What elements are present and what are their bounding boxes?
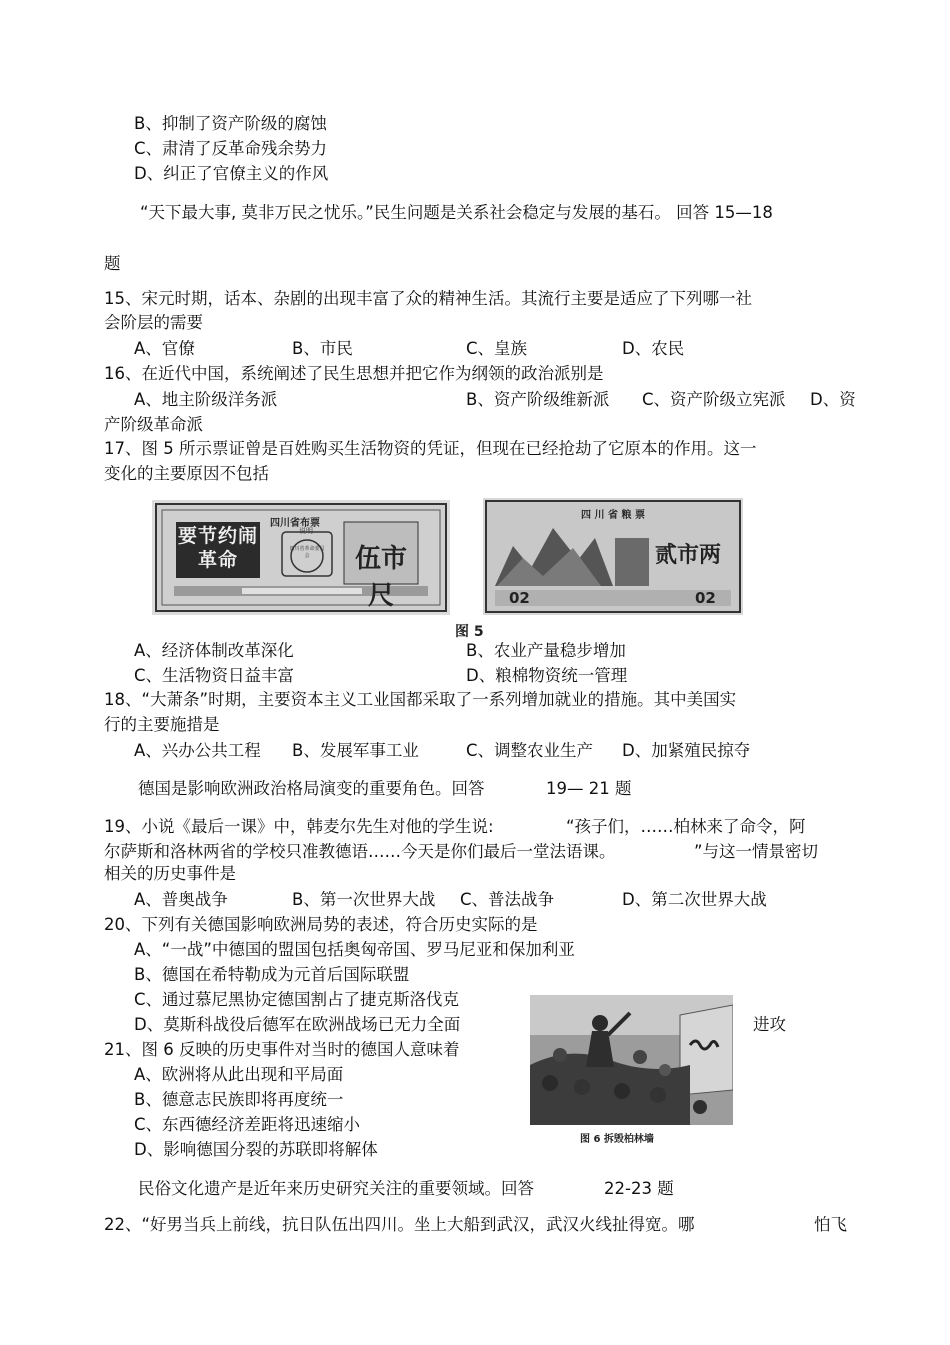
figure-5-caption: 图 5 <box>455 624 484 640</box>
q19-option-d: D、第二次世界大战 <box>622 890 767 909</box>
q14-option-b: B、抑制了资产阶级的腐蚀 <box>134 114 327 133</box>
ticket-value: 伍市尺 <box>354 544 407 611</box>
q21-option-d: D、影响德国分裂的苏联即将解体 <box>134 1140 378 1159</box>
grain-ticket-header: 四 川 省 粮 票 <box>581 510 645 521</box>
q21-option-c: C、东西德经济差距将迅速缩小 <box>134 1115 361 1134</box>
q17-option-a: A、经济体制改革深化 <box>134 641 294 660</box>
q20-option-a: A、“一战”中德国的盟国包括奥匈帝国、罗马尼亚和保加利亚 <box>134 940 575 959</box>
grain-ticket-code-right: 02 <box>695 589 716 607</box>
q20-option-d: D、莫斯科战役后德军在欧洲战场已无力全面 <box>134 1015 461 1034</box>
figure-6-caption: 图 6 拆毁柏林墙 <box>580 1134 654 1145</box>
q16-option-c: C、资产阶级立宪派 <box>642 390 786 409</box>
q21-stem: 21、图 6 反映的历史事件对当时的德国人意味着 <box>104 1040 460 1059</box>
q14-option-c: C、肃清了反革命残余势力 <box>134 139 328 158</box>
q19-stem-line3: 相关的历史事件是 <box>104 864 236 883</box>
q18-option-a: A、兴办公共工程 <box>134 741 261 760</box>
q15-stem: 15、宋元时期，话本、杂剧的出现丰富了众的精神生活。其流行主要是适应了下列哪一社 <box>104 289 752 308</box>
ticket-slogan: 要节约闹革命 <box>177 525 258 571</box>
q17-option-b: B、农业产量稳步增加 <box>466 641 626 660</box>
q15-option-d: D、农民 <box>622 339 685 358</box>
q19-stem-part4: ”与这一情景密切 <box>694 842 819 861</box>
grain-ticket-value: 贰市两 <box>655 543 722 568</box>
intro-22-23-text: 民俗文化遗产是近年来历史研究关注的重要领域。回答 <box>138 1179 534 1198</box>
q20-stem: 20、下列有关德国影响欧洲局势的表述，符合历史实际的是 <box>104 915 538 934</box>
q20-option-c: C、通过慕尼黑协定德国割占了捷克斯洛伐克 <box>134 990 460 1009</box>
ticket-small-text: 说明 <box>299 527 313 535</box>
q20-option-d-tail: 进攻 <box>753 1015 786 1034</box>
berlin-wall-photo <box>530 995 733 1125</box>
q21-option-a: A、欧洲将从此出现和平局面 <box>134 1065 344 1084</box>
q17-option-c: C、生活物资日益丰富 <box>134 666 295 685</box>
cloth-ticket-image <box>152 500 450 615</box>
q18-option-c: C、调整农业生产 <box>466 741 594 760</box>
q17-option-d: D、粮棉物资统一管理 <box>466 666 628 685</box>
q15-option-a: A、官僚 <box>134 339 195 358</box>
grain-ticket-code-left: 02 <box>509 589 530 607</box>
q16-option-b: B、资产阶级维新派 <box>466 390 610 409</box>
intro-15-18: “天下最大事, 莫非万民之忧乐。”民生问题是关系社会稳定与发展的基石。 回答 15—18 <box>140 203 773 222</box>
intro-19-21-text: 德国是影响欧洲政治格局演变的重要角色。回答 <box>138 779 485 798</box>
q19-option-c: C、普法战争 <box>460 890 555 909</box>
q22-stem-part1: 22、“好男当兵上前线，抗日队伍出四川。坐上大船到武汉，武汉火线扯得宽。哪 <box>104 1215 695 1234</box>
q14-option-d: D、纠正了官僚主义的作风 <box>134 164 329 183</box>
q17-stem: 17、图 5 所示票证曾是百姓购买生活物资的凭证，但现在已经抢劫了它原本的作用。这一 <box>104 439 757 458</box>
q18-stem-wrap: 行的主要施措是 <box>104 715 220 734</box>
intro-19-21-range: 19— 21 题 <box>546 779 632 798</box>
q16-stem: 16、在近代中国，系统阐述了民生思想并把它作为纲领的政治派别是 <box>104 364 604 383</box>
q19-option-b: B、第一次世界大战 <box>292 890 436 909</box>
q18-option-b: B、发展军事工业 <box>292 741 419 760</box>
q19-stem-part2: “孩子们，……柏林来了命令，阿 <box>566 817 806 836</box>
q18-option-d: D、加紧殖民掠夺 <box>622 741 751 760</box>
q16-option-d: D、资 <box>810 390 856 409</box>
ticket-header: 四川省布票 <box>270 518 320 529</box>
ticket-stamp-text: 四川省革命委员会 <box>289 546 325 559</box>
q18-stem: 18、“大萧条”时期，主要资本主义工业国都采取了一系列增加就业的措施。其中美国实 <box>104 690 737 709</box>
q16-option-d-wrap: 产阶级革命派 <box>104 415 203 434</box>
q20-option-b: B、德国在希特勒成为元首后国际联盟 <box>134 965 410 984</box>
q19-option-a: A、普奥战争 <box>134 890 228 909</box>
q19-stem-part1: 19、小说《最后一课》中，韩麦尔先生对他的学生说: <box>104 817 494 836</box>
q15-option-c: C、皇族 <box>466 339 528 358</box>
q22-stem-part2: 怕飞 <box>814 1215 847 1234</box>
intro-15-18-wrap: 题 <box>104 254 121 273</box>
grain-ticket-image <box>483 498 743 615</box>
q19-stem-part3: 尔萨斯和洛林两省的学校只准教德语……今天是你们最后一堂法语课。 <box>104 842 616 861</box>
q15-option-b: B、市民 <box>292 339 353 358</box>
q17-stem-wrap: 变化的主要原因不包括 <box>104 464 269 483</box>
intro-22-23-range: 22-23 题 <box>604 1179 674 1198</box>
q15-stem-wrap: 会阶层的需要 <box>104 313 203 332</box>
q21-option-b: B、德意志民族即将再度统一 <box>134 1090 344 1109</box>
q16-option-a: A、地主阶级洋务派 <box>134 390 278 409</box>
